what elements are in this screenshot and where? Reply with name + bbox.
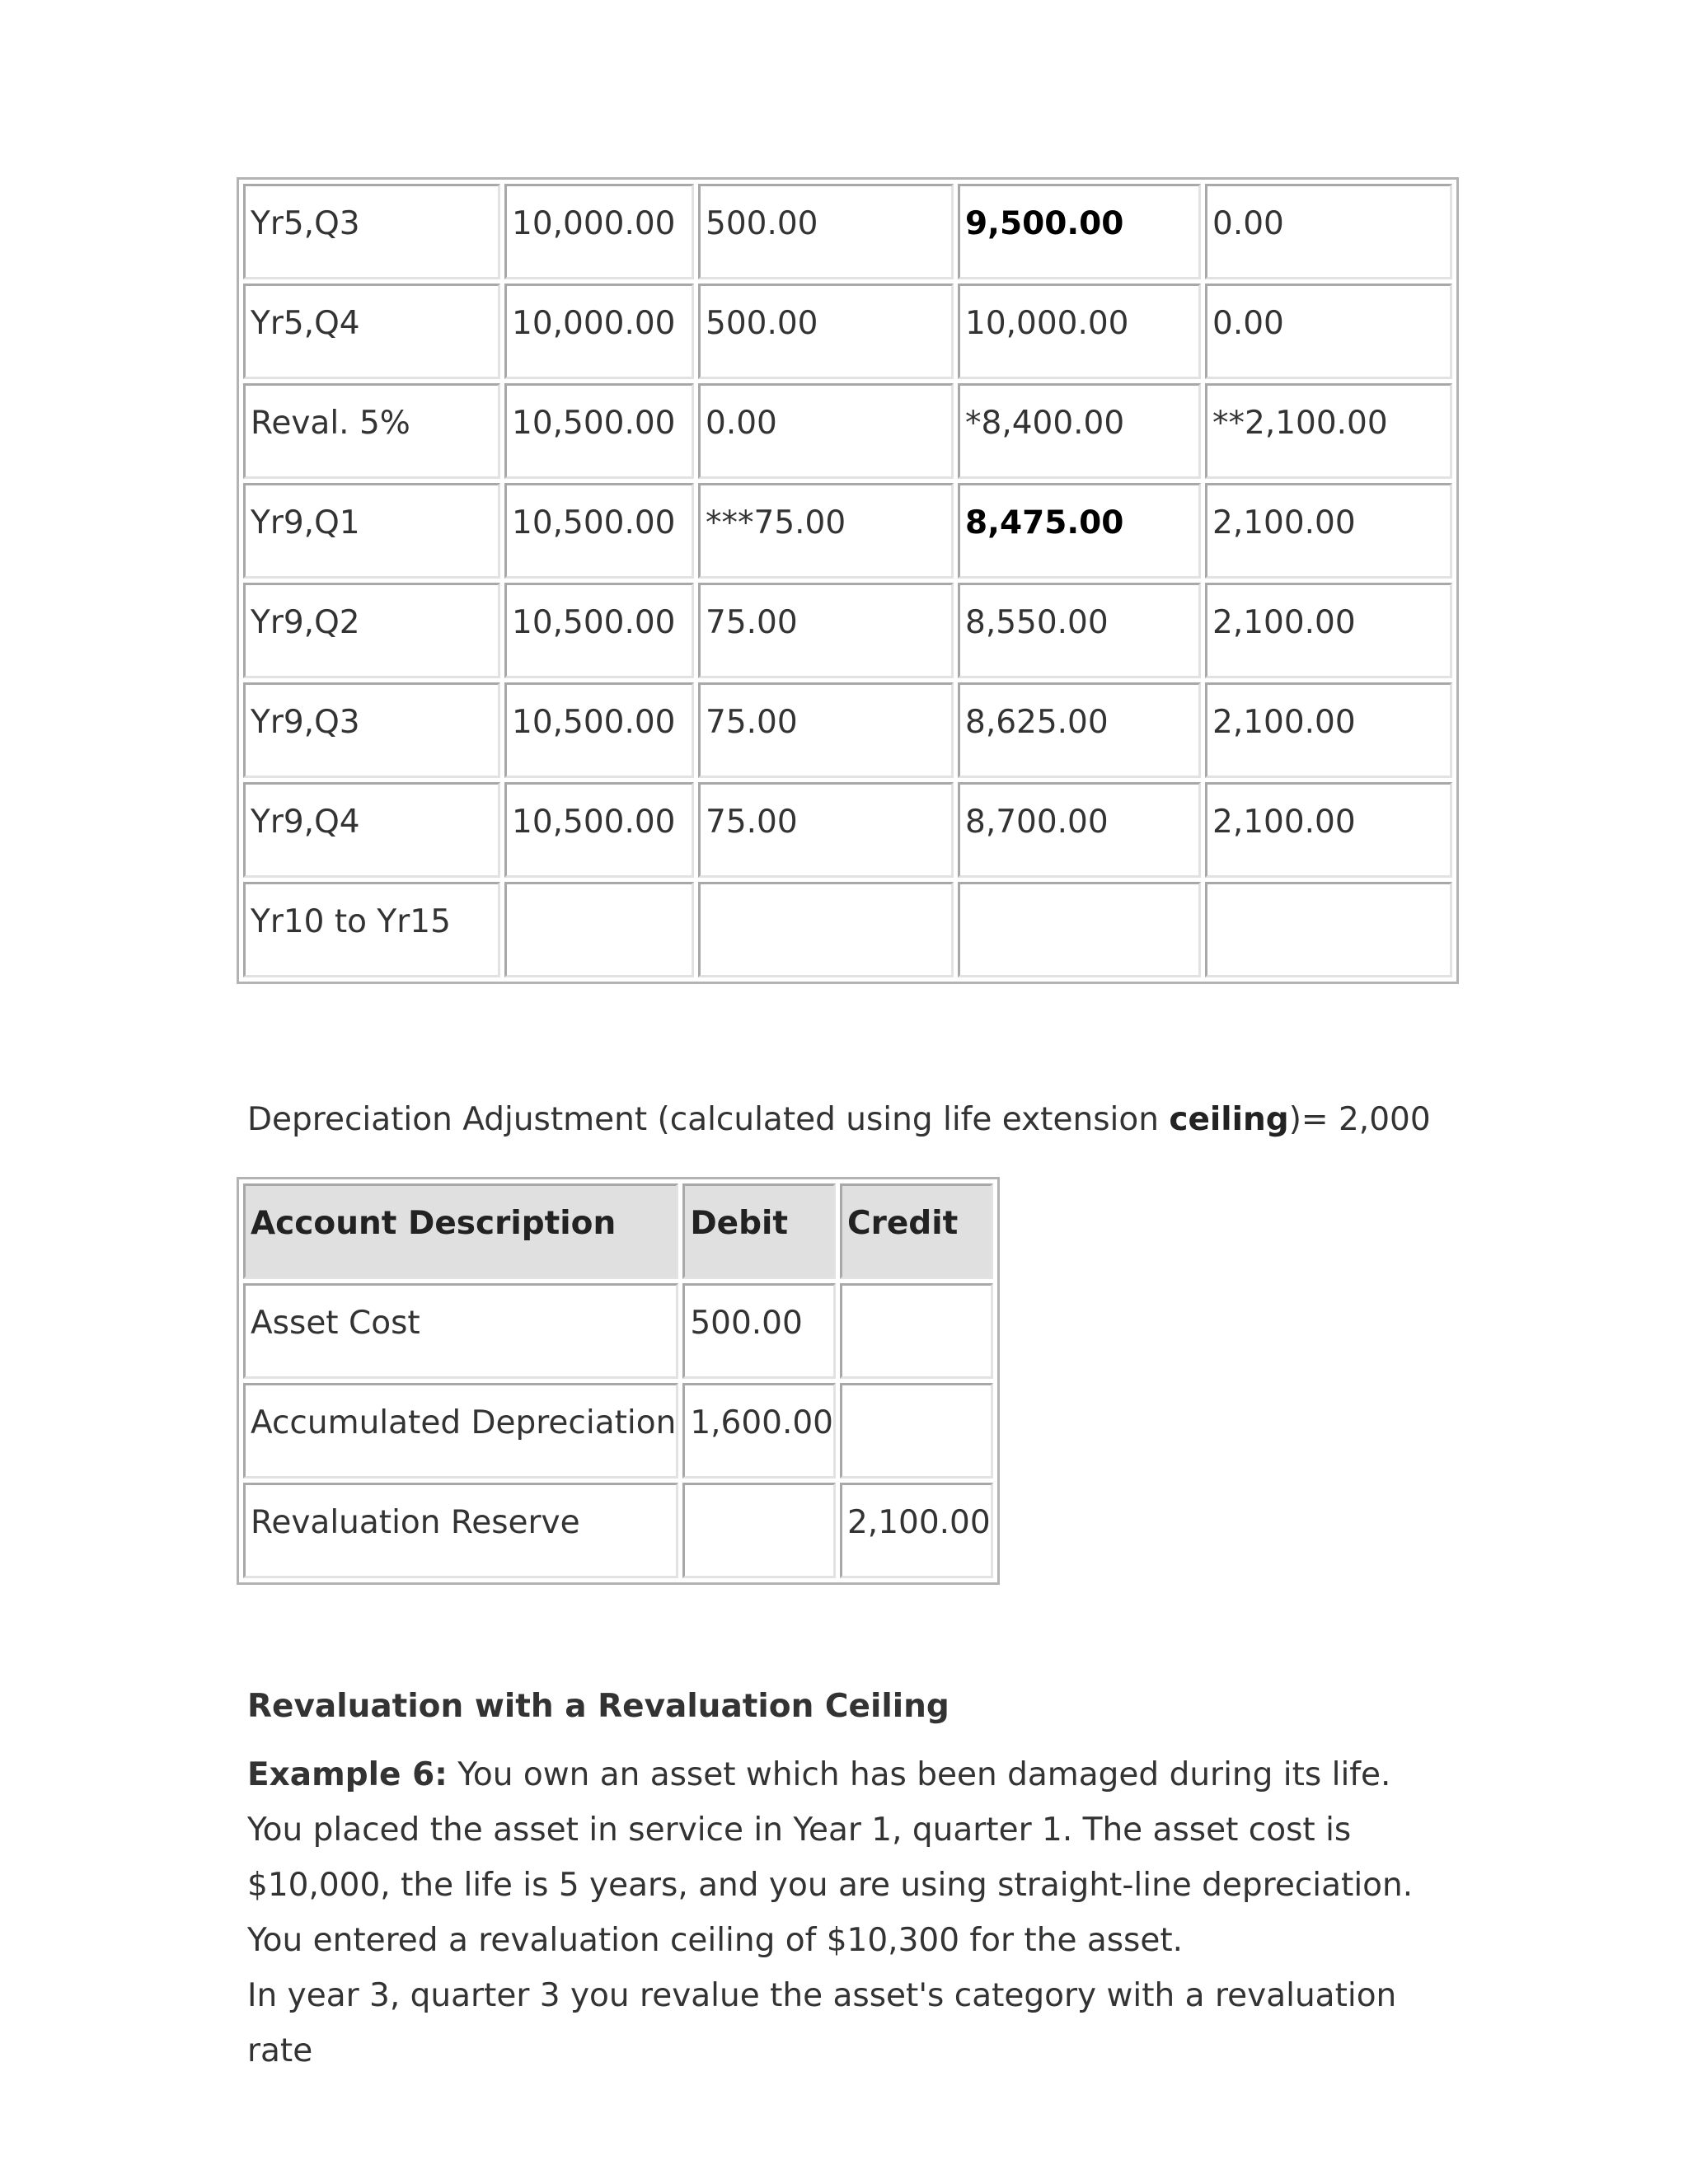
header-account-description: Account Description bbox=[243, 1183, 678, 1279]
period-cell: Yr9,Q4 bbox=[243, 782, 500, 878]
credit-cell bbox=[840, 1283, 993, 1379]
depreciation-cell bbox=[698, 882, 954, 977]
cost-cell: 10,500.00 bbox=[504, 383, 694, 479]
reserve-cell: 2,100.00 bbox=[1205, 682, 1452, 778]
depreciation-cell: 75.00 bbox=[698, 682, 954, 778]
credit-cell: 2,100.00 bbox=[840, 1483, 993, 1578]
example-label: Example 6: bbox=[247, 1756, 448, 1793]
cost-cell bbox=[504, 882, 694, 977]
depreciation-cell: 75.00 bbox=[698, 583, 954, 678]
table-row bbox=[243, 383, 1452, 479]
debit-cell bbox=[682, 1483, 836, 1578]
adjustment-prefix: Depreciation Adjustment (calculated using life extension bbox=[247, 1101, 1170, 1138]
cost-cell: 10,000.00 bbox=[504, 184, 694, 279]
period-cell: Reval. 5% bbox=[243, 383, 500, 479]
cost-cell: 10,500.00 bbox=[504, 682, 694, 778]
period-cell: Yr9,Q3 bbox=[243, 682, 500, 778]
depreciation-cell: 0.00 bbox=[698, 383, 954, 479]
table-row bbox=[243, 682, 1452, 778]
example-text: You own an asset which has been damaged during its life. You placed the asset in service in Year 1, quarter 1. The asset cost is $10,000, the life is 5 years, and you are using straight-line depreciation. You entered a revaluation ceiling of $10,300 for the asset. bbox=[247, 1756, 1414, 1959]
depreciation-cell: 500.00 bbox=[698, 184, 954, 279]
adjustment-suffix: )= 2,000 bbox=[1288, 1101, 1431, 1138]
credit-cell bbox=[840, 1383, 993, 1479]
accumulated-cell bbox=[958, 882, 1201, 977]
account-description-cell: Accumulated Depreciation bbox=[243, 1383, 678, 1479]
header-credit: Credit bbox=[840, 1183, 993, 1279]
period-cell: Yr5,Q4 bbox=[243, 284, 500, 379]
depreciation-cell: 75.00 bbox=[698, 782, 954, 878]
debit-cell: 500.00 bbox=[682, 1283, 836, 1379]
reserve-cell: 0.00 bbox=[1205, 284, 1452, 379]
accumulated-cell: 8,550.00 bbox=[958, 583, 1201, 678]
example-paragraph bbox=[247, 1747, 1451, 1968]
reserve-cell: 2,100.00 bbox=[1205, 782, 1452, 878]
reserve-cell: **2,100.00 bbox=[1205, 383, 1452, 479]
accumulated-cell: 10,000.00 bbox=[958, 284, 1201, 379]
cost-cell: 10,500.00 bbox=[504, 583, 694, 678]
period-cell: Yr10 to Yr15 bbox=[243, 882, 500, 977]
period-cell: Yr5,Q3 bbox=[243, 184, 500, 279]
adjustment-bold-word: ceiling bbox=[1169, 1101, 1289, 1138]
reserve-cell bbox=[1205, 882, 1452, 977]
account-description-cell: Asset Cost bbox=[243, 1283, 678, 1379]
table-row bbox=[243, 583, 1452, 678]
accumulated-cell: *8,400.00 bbox=[958, 383, 1201, 479]
table-row bbox=[243, 483, 1452, 579]
depreciation-adjustment-line bbox=[247, 1101, 1431, 1138]
cost-cell: 10,500.00 bbox=[504, 782, 694, 878]
table-row bbox=[243, 284, 1452, 379]
asset-depreciation-table bbox=[237, 177, 1459, 984]
table-row bbox=[243, 184, 1452, 279]
depreciation-cell: ***75.00 bbox=[698, 483, 954, 579]
table-row bbox=[243, 1283, 993, 1379]
cost-cell: 10,500.00 bbox=[504, 483, 694, 579]
table-header-row bbox=[243, 1183, 993, 1279]
journal-entry-table bbox=[237, 1177, 1000, 1585]
reserve-cell: 0.00 bbox=[1205, 184, 1452, 279]
table-row bbox=[243, 782, 1452, 878]
table-row bbox=[243, 1483, 993, 1578]
cost-cell: 10,000.00 bbox=[504, 284, 694, 379]
depreciation-cell: 500.00 bbox=[698, 284, 954, 379]
table-row bbox=[243, 1383, 993, 1479]
debit-cell: 1,600.00 bbox=[682, 1383, 836, 1479]
accumulated-cell: 9,500.00 bbox=[958, 184, 1201, 279]
account-description-cell: Revaluation Reserve bbox=[243, 1483, 678, 1578]
accumulated-cell: 8,475.00 bbox=[958, 483, 1201, 579]
continuation-paragraph: In year 3, quarter 3 you revalue the asset's category with a revaluation rate bbox=[247, 1977, 1397, 2069]
header-debit: Debit bbox=[682, 1183, 836, 1279]
accumulated-cell: 8,700.00 bbox=[958, 782, 1201, 878]
accumulated-cell: 8,625.00 bbox=[958, 682, 1201, 778]
reserve-cell: 2,100.00 bbox=[1205, 483, 1452, 579]
period-cell: Yr9,Q2 bbox=[243, 583, 500, 678]
period-cell: Yr9,Q1 bbox=[243, 483, 500, 579]
reserve-cell: 2,100.00 bbox=[1205, 583, 1452, 678]
table-row bbox=[243, 882, 1452, 977]
section-heading: Revaluation with a Revaluation Ceiling bbox=[247, 1688, 950, 1725]
